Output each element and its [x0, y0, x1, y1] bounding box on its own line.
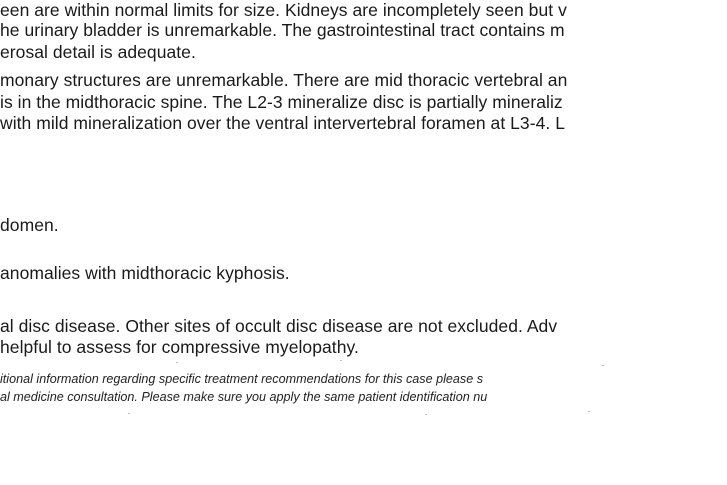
report-line-5: is in the midthoracic spine. The L2-3 mineralize disc is partially mineraliz — [0, 92, 563, 112]
report-line-9: al disc disease. Other sites of occult disc disease are not excluded. Adv — [0, 316, 558, 336]
scan-speck — [425, 414, 427, 415]
report-line-7: domen. — [0, 215, 59, 235]
scan-speck — [602, 365, 604, 366]
scan-speck — [340, 360, 342, 361]
report-line-3: erosal detail is adequate. — [0, 42, 196, 62]
footnote-line-1: itional information regarding specific treatment recommendations for this case please s — [0, 372, 483, 386]
scan-speck — [176, 362, 178, 363]
report-line-2: he urinary bladder is unremarkable. The gastrointestinal tract contains m — [0, 20, 565, 40]
scan-speck — [588, 411, 590, 412]
scan-speck — [128, 413, 130, 414]
report-line-4: monary structures are unremarkable. There are mid thoracic vertebral an — [0, 70, 568, 90]
footnote-line-2: al medicine consultation. Please make sure you apply the same patient identification nu — [0, 390, 488, 404]
report-line-8: anomalies with midthoracic kyphosis. — [0, 263, 290, 283]
report-line-6: with mild mineralization over the ventral intervertebral foramen at L3-4. L — [0, 113, 565, 133]
report-line-1: een are within normal limits for size. Kidneys are incompletely seen but v — [0, 0, 567, 20]
report-line-10: helpful to assess for compressive myelopathy. — [0, 337, 359, 357]
